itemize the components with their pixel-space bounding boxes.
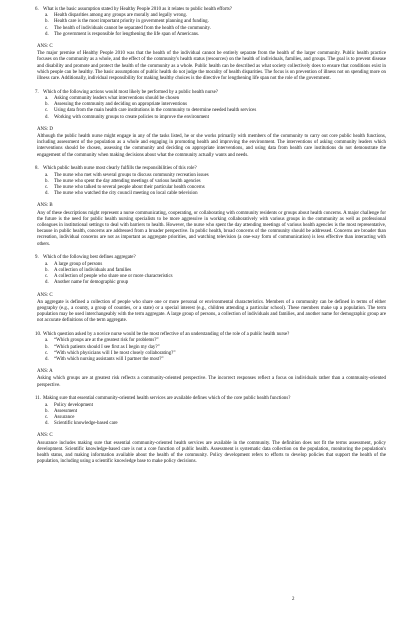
option-text: Assessment — [54, 408, 78, 414]
option-letter: c. — [45, 414, 49, 420]
answer-key: ANS: C — [37, 292, 53, 298]
option-text: “With which nursing assistants will I partner the most?” — [54, 356, 164, 362]
question-number: 10. — [35, 332, 42, 338]
rationale: An aggregate is defined a collection of people who share one or more personal or environmental characteristics. Members of a community can be defined in terms of either geography (e.g., a county, a group of counties, or a state) or a special interest (e.g., children attending a particular school). These members make up a population. The term population may be used interchangeably with the term aggregate. A large group of persons, a collection of individuals and families, and another name for demographic group are not accurate definitions of the term aggregate. — [37, 299, 386, 324]
answer-options — [35, 262, 386, 287]
rationale: The major premise of Healthy People 2010 was that the health of the individual cannot be entirely separate from the health of the larger community. Public health practice focuses on the community as a whole, and the effect of the community's health status (resources) on the health of individuals, families, and groups. The goal is to prevent disease and disability and promote and protect the health of the community as a whole. Public health can be described as what society collectively does to ensure that conditions exist in which people can be healthy. The basic assumptions of public health do not judge the morality of health disparities. The focus is on prevention of illness not on spending more on illness care. Additionally, individual responsibility for making healthy choices is the directive for lengthening life span not the role of the government. — [37, 51, 386, 82]
answer-block — [35, 203, 386, 247]
option-text: Health care is the most important priority in government planning and funding. — [54, 19, 209, 25]
option-letter: c. — [45, 185, 49, 191]
answer-block — [35, 44, 386, 82]
option-letter: b. — [45, 19, 49, 25]
option-text: The nurse who watched the city council meeting on local cable television — [54, 191, 198, 197]
option-text: The nurse who met with several groups to discuss community recreation issues — [54, 172, 209, 178]
question-text: What is the basic assumption stated by Healthy People 2010 as it relates to public health efforts? — [43, 7, 232, 12]
option-d — [45, 191, 386, 197]
option-letter: d. — [45, 421, 49, 427]
question-text: Which question asked by a novice nurse would be the most reflective of an understanding of the role of a public health nurse? — [43, 332, 290, 338]
option-letter: a. — [45, 96, 49, 102]
option-letter: d. — [45, 356, 49, 362]
option-text: Health disparities among any groups are morally and legally wrong. — [54, 13, 188, 19]
question-text: Which of the following best defines aggregate? — [43, 255, 136, 261]
question-number: 7. — [35, 89, 39, 95]
option-letter: d. — [45, 114, 49, 120]
answer-block — [35, 293, 386, 325]
option-letter: a. — [45, 172, 49, 178]
option-letter: a. — [45, 402, 49, 408]
answer-key: ANS: C — [37, 433, 53, 439]
option-letter: b. — [45, 178, 49, 184]
question-10 — [35, 332, 386, 389]
rationale: Although the public health nurse might engage in any of the tasks listed, he or she works primarily with members of the community to carry out core public health functions, including assessment of the population as a whole and engaging in promoting health and improving the environment. The interventions of asking community leaders which interventions should be chosen, assessing the community and deciding on appropriate interventions, and using data from health care institutions do not demonstrate the engagement of the community when making decisions about what the community actually wants and needs. — [37, 134, 386, 158]
page-number: 2 — [292, 597, 295, 602]
option-text: Scientific knowledge-based care — [54, 421, 118, 427]
option-d — [45, 280, 386, 286]
option-text: A collection of individuals and families — [54, 267, 132, 273]
question-number: 6. — [35, 7, 39, 12]
option-letter: b. — [45, 267, 49, 273]
option-letter: c. — [45, 25, 49, 31]
rationale: Any of these descriptions might represent a nurse communicating, cooperating, or collaborating with community residents or groups about health concerns. A major challenge for the future is the need for public health nursing specialists to be more aggressive in working collaboratively with various groups in the community as well as professional colleagues in institutional settings to deal with barriers to health. However, the nurse who spent the day attending meetings of various health agencies is the most representative, because in public health, concerns are addressed from a broader perspective. In public health, broad concerns of the community should be addressed. Concerns are broader than recreation, individual concerns are not as important as aggregate priorities, and watching television (a one-way form of communication) is less effective than interacting with others. — [37, 210, 386, 247]
option-letter: a. — [45, 338, 49, 344]
option-text: “Which groups are at the greatest risk for problems?” — [54, 338, 159, 344]
option-letter: d. — [45, 31, 49, 37]
option-d — [45, 357, 386, 363]
question-text: Making sure that essential community-oriented health services are available defines which of the core public health functions? — [43, 396, 291, 402]
option-text: Using data from the main health care institutions in the community to determine needed health services — [54, 108, 257, 114]
option-letter: a. — [45, 261, 49, 267]
option-text: The health of individuals cannot be separated from the health of the community. — [54, 25, 211, 31]
question-text: Which public health nurse most clearly fulfills the responsibilities of this role? — [43, 166, 197, 172]
answer-block — [35, 433, 386, 465]
option-text: The nurse who talked to several people about their particular health concerns — [54, 185, 205, 191]
question-number: 8. — [35, 166, 39, 172]
option-d — [45, 421, 386, 427]
option-letter: d. — [45, 280, 49, 286]
question-text: Which of the following actions would most likely be performed by a public health nurse? — [43, 89, 218, 95]
option-text: The nurse who spent the day attending meetings of various health agencies — [54, 178, 201, 184]
question-number: 11. — [35, 396, 41, 402]
option-letter: a. — [45, 13, 49, 19]
option-letter: c. — [45, 274, 49, 280]
option-text: Working with community groups to create policies to improve the environment — [54, 114, 209, 120]
option-text: Asking community leaders what interventions should be chosen — [54, 96, 180, 102]
option-d — [45, 115, 386, 121]
answer-key: ANS: C — [37, 44, 53, 50]
answer-options — [35, 13, 386, 38]
answer-key: ANS: B — [37, 203, 53, 209]
answer-key: ANS: A — [37, 369, 53, 375]
question-number: 9. — [35, 255, 39, 261]
option-text: A large group of persons — [54, 261, 103, 267]
option-letter: c. — [45, 108, 49, 114]
option-letter: b. — [45, 408, 49, 414]
option-letter: d. — [45, 191, 49, 197]
rationale: Assurance includes making sure that essential community-oriented health services are available in the community. The definition does not fit the terms assessment, policy development. Scientific knowledge-based care is not a core function of public health. Assessment is systematic data collection on the population, monitoring the population's health status, and making information available about the health of the community. Policy development refers to efforts to develop policies that support the health of the population, including using a scientific knowledge base to make policy decisions. — [37, 440, 386, 465]
answer-options — [35, 96, 386, 121]
rationale: Asking which groups are at greatest risk reflects a community-oriented perspective. The incorrect responses reflect a focus on individuals rather than a community-oriented perspective. — [37, 376, 386, 388]
question-9 — [35, 255, 386, 324]
answer-options — [35, 173, 386, 198]
option-letter: c. — [45, 350, 49, 356]
answer-block — [35, 369, 386, 389]
option-letter: b. — [45, 102, 49, 108]
question-6 — [35, 7, 386, 82]
option-text: “With which physicians will I be most closely collaborating?” — [54, 350, 176, 356]
answer-key: ANS: D — [37, 126, 53, 132]
question-11 — [35, 396, 386, 465]
answer-options — [35, 338, 386, 363]
option-d — [45, 32, 386, 38]
option-text: Policy development — [54, 402, 93, 408]
answer-options — [35, 403, 386, 428]
option-text: “Which patients should I see first as I begin my day?” — [54, 344, 160, 350]
question-8 — [35, 166, 386, 247]
option-text: The government is responsible for lengthening the life span of Americans. — [54, 31, 200, 37]
option-letter: b. — [45, 344, 49, 350]
option-text: Assurance — [54, 414, 75, 420]
answer-block — [35, 127, 386, 159]
option-text: Assessing the community and deciding on appropriate interventions — [54, 102, 187, 108]
option-text: Another name for demographic group — [54, 280, 129, 286]
option-text: A collection of people who share one or more characteristics — [54, 274, 173, 280]
question-7 — [35, 90, 386, 159]
